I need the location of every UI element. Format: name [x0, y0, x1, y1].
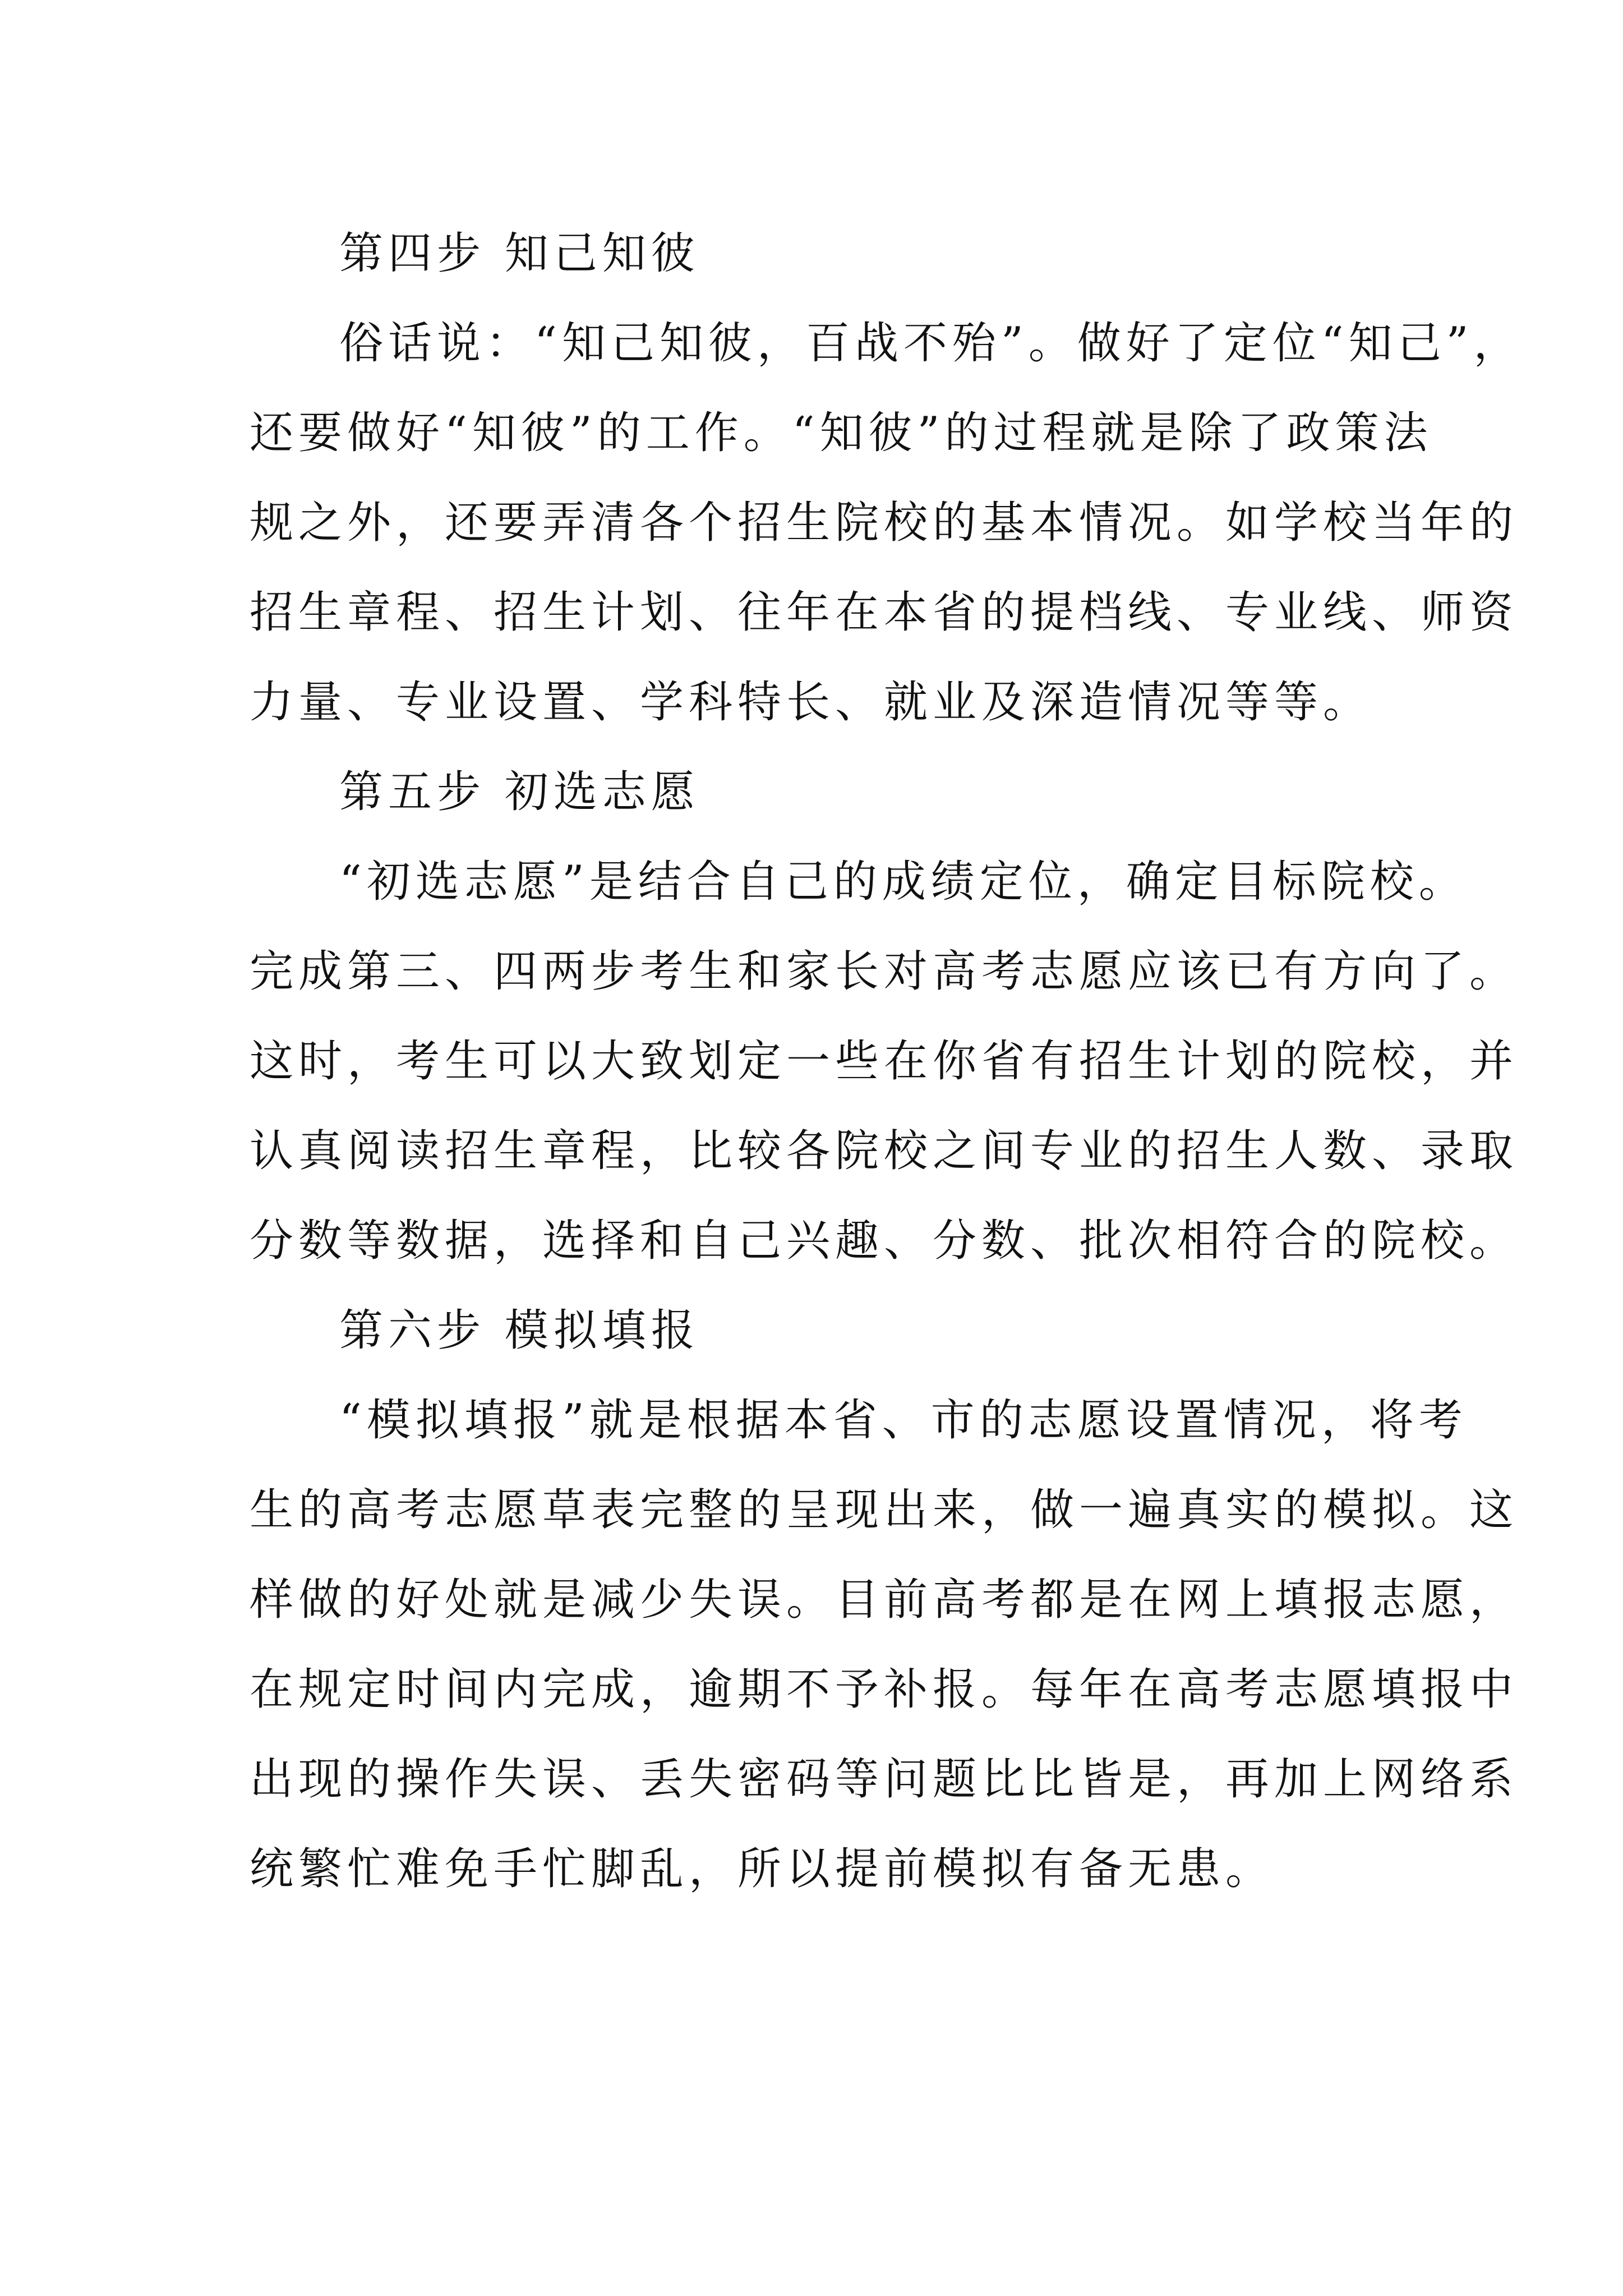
paragraph-line: “模拟填报”就是根据本省、市的志愿设置情况，将考 — [339, 1395, 1468, 1446]
section-heading-step-4: 第四步 知己知彼 — [339, 228, 700, 279]
paragraph-line: 还要做好“知彼”的工作。“知彼”的过程就是除了政策法 — [250, 408, 1433, 458]
section-heading-step-5: 第五步 初选志愿 — [339, 767, 700, 817]
paragraph-line: 力量、专业设置、学科特长、就业及深造情况等等。 — [250, 677, 1372, 728]
document-body — [250, 209, 1523, 1914]
paragraph-line: 统繁忙难免手忙脚乱，所以提前模拟有备无患。 — [250, 1844, 1275, 1894]
paragraph-line: 招生章程、招生计划、往年在本省的提档线、专业线、师资 — [250, 587, 1519, 638]
paragraph-line: 分数等数据，选择和自己兴趣、分数、批次相符合的院校。 — [250, 1216, 1519, 1266]
paragraph-line: 生的高考志愿草表完整的呈现出来，做一遍真实的模拟。这 — [250, 1485, 1519, 1535]
paragraph-line: 出现的操作失误、丢失密码等问题比比皆是，再加上网络系 — [250, 1754, 1519, 1805]
paragraph-line: 俗话说：“知己知彼，百战不殆”。做好了定位“知己”， — [339, 318, 1523, 369]
paragraph-line: 规之外，还要弄清各个招生院校的基本情况。如学校当年的 — [250, 498, 1519, 548]
paragraph-line: “初选志愿”是结合自己的成绩定位，确定目标院校。 — [339, 857, 1468, 907]
paragraph-line: 这时，考生可以大致划定一些在你省有招生计划的院校，并 — [250, 1036, 1519, 1087]
section-heading-step-6: 第六步 模拟填报 — [339, 1305, 700, 1356]
paragraph-line: 认真阅读招生章程，比较各院校之间专业的招生人数、录取 — [250, 1126, 1519, 1176]
paragraph-line: 完成第三、四两步考生和家长对高考志愿应该已有方向了。 — [250, 946, 1519, 997]
paragraph-line: 在规定时间内完成，逾期不予补报。每年在高考志愿填报中 — [250, 1664, 1519, 1715]
paragraph-line: 样做的好处就是减少失误。目前高考都是在网上填报志愿， — [250, 1575, 1519, 1625]
